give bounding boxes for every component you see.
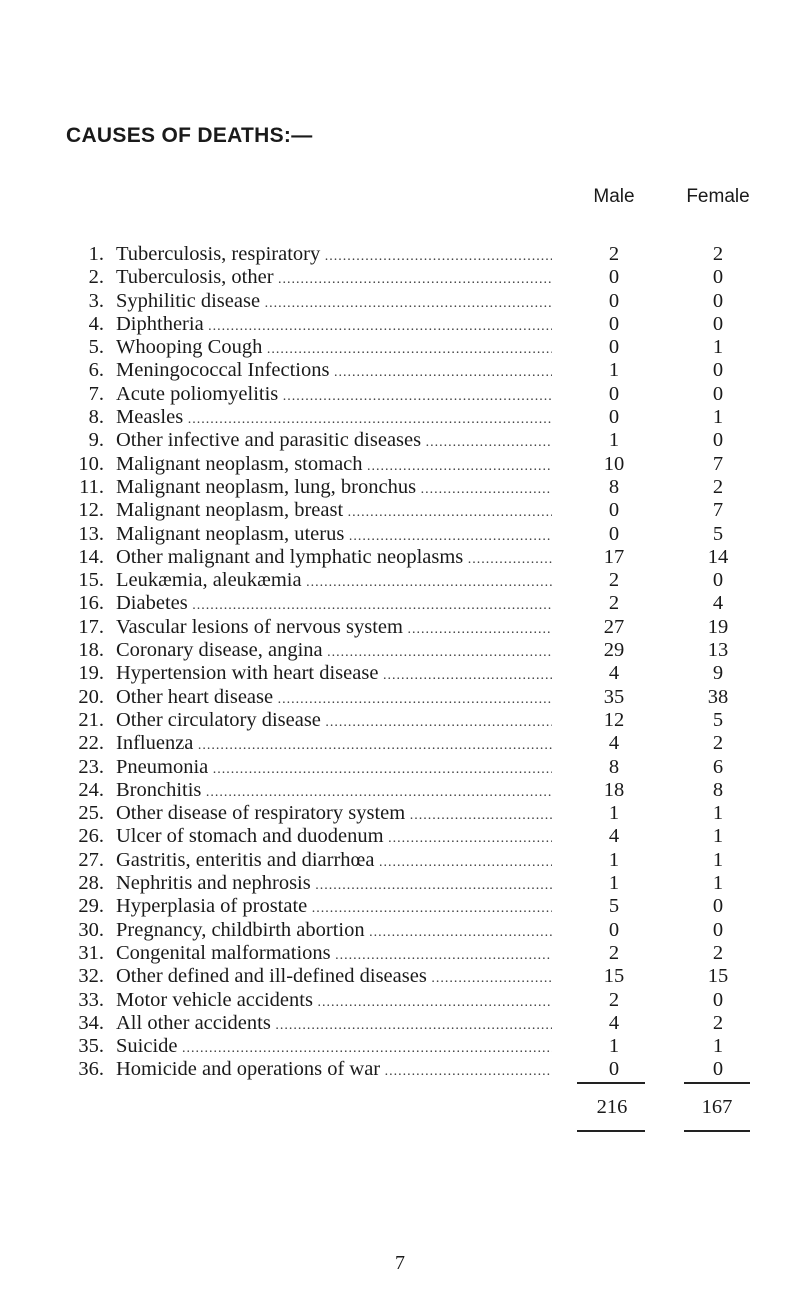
male-count: 29 [603,639,625,662]
row-number: 36. [78,1058,104,1081]
male-count: 0 [608,1058,620,1081]
female-count: 2 [712,243,724,265]
cause-label: Vascular lesions of nervous system ..... [116,616,552,641]
cause-label: Meningococcal Infections ..... [116,359,552,384]
cause-label: Malignant neoplasm, uterus ..... [116,523,552,548]
male-count: 2 [608,243,620,265]
row-number: 2. [88,266,104,289]
table-row [0,592,800,615]
female-count: 0 [712,895,724,918]
female-count: 19 [707,615,729,638]
male-count: 0 [608,266,620,289]
table-row [0,756,800,779]
row-number: 32. [78,965,104,988]
male-count: 0 [608,522,620,545]
female-count: 0 [712,569,724,592]
cause-label: Diphtheria ..... [116,313,552,338]
cause-label: Malignant neoplasm, breast ..... [116,499,552,524]
cause-label: Ulcer of stomach and duodenum ..... [116,825,552,850]
cause-label: Congenital malformations ..... [116,942,552,967]
female-count: 15 [707,965,729,988]
table-row [0,1012,800,1035]
female-count: 1 [712,825,724,848]
row-number: 28. [78,872,104,895]
cause-label: Other circulatory disease ..... [116,709,552,734]
female-count: 0 [712,359,724,382]
table-row [0,406,800,429]
table-row [0,336,800,359]
table-row [0,919,800,942]
male-count: 10 [603,452,625,475]
cause-label: Hyperplasia of prostate ..... [116,895,552,920]
male-count: 4 [608,825,620,848]
table-row [0,359,800,382]
total-rule-bottom-female [684,1130,750,1132]
male-count: 5 [608,895,620,918]
female-count: 2 [712,1011,724,1034]
female-count: 0 [712,988,724,1011]
table-row [0,872,800,895]
total-male: 216 [596,1096,628,1118]
row-number: 29. [78,895,104,918]
row-number: 35. [78,1035,104,1058]
row-number: 10. [78,452,104,475]
row-number: 9. [88,429,104,452]
female-count: 1 [712,406,724,429]
female-count: 14 [707,545,729,568]
male-count: 1 [608,1035,620,1058]
cause-label: Malignant neoplasm, stomach ..... [116,453,552,478]
causes-table [0,243,800,1082]
row-number: 7. [88,382,104,405]
row-number: 26. [78,825,104,848]
row-number: 20. [78,685,104,708]
row-number: 31. [78,941,104,964]
cause-label: Measles ..... [116,406,552,431]
cause-label: Coronary disease, angina ..... [116,639,552,664]
male-count: 2 [608,941,620,964]
page-number: 7 [395,1252,405,1274]
row-number: 18. [78,639,104,662]
female-count: 7 [712,499,724,522]
table-row [0,709,800,732]
row-number: 30. [78,918,104,941]
cause-label: Nephritis and nephrosis ..... [116,872,552,897]
row-number: 23. [78,755,104,778]
cause-label: Pneumonia ..... [116,756,552,781]
male-count: 2 [608,569,620,592]
table-row [0,546,800,569]
total-rule-top-female [684,1082,750,1084]
male-count: 8 [608,475,620,498]
male-count: 1 [608,848,620,871]
cause-label: Gastritis, enteritis and diarrhœa ..... [116,849,552,874]
male-count: 4 [608,662,620,685]
female-count: 0 [712,382,724,405]
table-row [0,849,800,872]
table-row [0,732,800,755]
cause-label: Hypertension with heart disease ..... [116,662,552,687]
cause-label: Other disease of respiratory system ..... [116,802,552,827]
table-row [0,383,800,406]
column-header-male: Male [593,186,635,207]
male-count: 15 [603,965,625,988]
male-count: 0 [608,382,620,405]
table-row [0,1058,800,1081]
male-count: 1 [608,429,620,452]
table-row [0,476,800,499]
total-female: 167 [701,1096,733,1118]
table-row [0,942,800,965]
cause-label: Bronchitis ..... [116,779,552,804]
row-number: 13. [78,522,104,545]
row-number: 24. [78,778,104,801]
table-row [0,989,800,1012]
female-count: 1 [712,872,724,895]
female-count: 2 [712,732,724,755]
total-rule-bottom-male [577,1130,645,1132]
female-count: 8 [712,778,724,801]
cause-label: Motor vehicle accidents ..... [116,989,552,1014]
table-row [0,1035,800,1058]
female-count: 0 [712,918,724,941]
row-number: 22. [78,732,104,755]
cause-label: All other accidents ..... [116,1012,552,1037]
male-count: 18 [603,778,625,801]
female-count: 5 [712,708,724,731]
cause-label: Diabetes ..... [116,592,552,617]
male-count: 27 [603,615,625,638]
cause-label: Acute poliomyelitis ..... [116,383,552,408]
row-number: 25. [78,802,104,825]
male-count: 4 [608,732,620,755]
male-count: 1 [608,802,620,825]
page-heading: CAUSES OF DEATHS:— [66,124,313,147]
table-row [0,662,800,685]
table-row [0,802,800,825]
cause-label: Suicide ..... [116,1035,552,1060]
female-count: 0 [712,429,724,452]
male-count: 8 [608,755,620,778]
cause-label: Malignant neoplasm, lung, bronchus ..... [116,476,552,501]
row-number: 17. [78,615,104,638]
row-number: 3. [88,289,104,312]
row-number: 21. [78,708,104,731]
cause-label: Whooping Cough ..... [116,336,552,361]
row-number: 15. [78,569,104,592]
male-count: 12 [603,708,625,731]
table-row [0,523,800,546]
table-row [0,453,800,476]
table-row [0,825,800,848]
row-number: 33. [78,988,104,1011]
female-count: 1 [712,1035,724,1058]
table-row [0,639,800,662]
cause-label: Influenza ..... [116,732,552,757]
male-count: 1 [608,359,620,382]
cause-label: Other defined and ill-defined diseases ..... [116,965,552,990]
female-count: 5 [712,522,724,545]
female-count: 9 [712,662,724,685]
female-count: 2 [712,941,724,964]
row-number: 16. [78,592,104,615]
male-count: 17 [603,545,625,568]
table-row [0,895,800,918]
row-number: 1. [88,243,104,265]
male-count: 0 [608,406,620,429]
male-count: 4 [608,1011,620,1034]
cause-label: Tuberculosis, respiratory ..... [116,243,552,268]
female-count: 6 [712,755,724,778]
male-count: 0 [608,289,620,312]
male-count: 0 [608,499,620,522]
table-row [0,569,800,592]
male-count: 2 [608,988,620,1011]
female-count: 1 [712,848,724,871]
female-count: 7 [712,452,724,475]
male-count: 0 [608,336,620,359]
male-count: 35 [603,685,625,708]
female-count: 0 [712,312,724,335]
row-number: 6. [88,359,104,382]
female-count: 38 [707,685,729,708]
total-rule-top-male [577,1082,645,1084]
female-count: 0 [712,289,724,312]
table-row [0,499,800,522]
female-count: 0 [712,1058,724,1081]
row-number: 19. [78,662,104,685]
cause-label: Other heart disease ..... [116,686,552,711]
cause-label: Pregnancy, childbirth abortion ..... [116,919,552,944]
column-header-female: Female [686,186,750,207]
row-number: 12. [78,499,104,522]
cause-label: Other infective and parasitic diseases ..... [116,429,552,454]
male-count: 0 [608,918,620,941]
table-row [0,779,800,802]
row-number: 27. [78,848,104,871]
female-count: 1 [712,802,724,825]
cause-label: Homicide and operations of war ..... [116,1058,552,1083]
row-number: 34. [78,1011,104,1034]
row-number: 14. [78,545,104,568]
table-row [0,429,800,452]
cause-label: Leukæmia, aleukæmia ..... [116,569,552,594]
cause-label: Syphilitic disease ..... [116,290,552,315]
table-row [0,686,800,709]
row-number: 4. [88,312,104,335]
cause-label: Other malignant and lymphatic neoplasms ..... [116,546,552,571]
table-row [0,313,800,336]
female-count: 1 [712,336,724,359]
male-count: 0 [608,312,620,335]
table-row [0,616,800,639]
row-number: 11. [79,475,104,498]
female-count: 2 [712,475,724,498]
row-number: 8. [88,406,104,429]
cause-label: Tuberculosis, other ..... [116,266,552,291]
female-count: 0 [712,266,724,289]
female-count: 13 [707,639,729,662]
table-row [0,243,800,266]
male-count: 1 [608,872,620,895]
table-row [0,965,800,988]
row-number: 5. [88,336,104,359]
table-row [0,266,800,289]
male-count: 2 [608,592,620,615]
table-row [0,290,800,313]
female-count: 4 [712,592,724,615]
